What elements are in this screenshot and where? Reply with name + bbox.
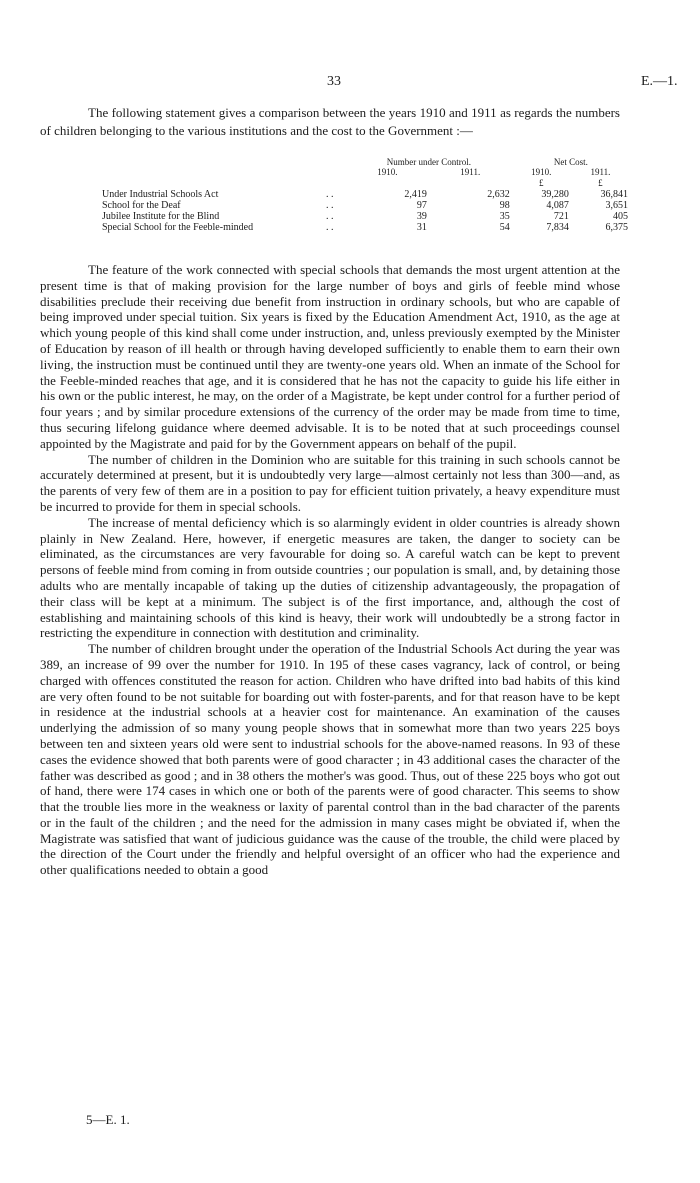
body-paragraph: The number of children in the Dominion who are suitable for this training in such schools cannot be accurately determined at present, but it is undoubtedly very large—almost certainly not less than 300—and, as the parents of very few of them are in a position to pay for efficient tuition privately, a heavy expenditure must be incurred to provide for them in special schools.	[40, 451, 620, 514]
table-unit-row	[100, 178, 630, 189]
body-text	[40, 262, 620, 878]
cell-value: 4,087	[546, 200, 569, 211]
footer-signature-code: 5—E. 1.	[86, 1112, 130, 1127]
table-row: Special School for the Feeble-minded . . 31 54 7,834 6,375	[102, 222, 628, 233]
row-label: School for the Deaf	[102, 200, 181, 211]
unit-pound: £	[539, 178, 544, 188]
body-paragraph: The number of children brought under the operation of the Industrial Schools Act during the year was 389, an increase of 99 over the number for 1910. In 195 of these cases vagrancy, lack of control, or being charged with offences constituted the reason for action. Children who have drifted into bad habits of this kind are very often found to be not suitable for boarding out with foster-parents, and for that reason have to be kept in residence at the industrial schools at a heavier cost for maintenance. An examination of the causes underlying the admission of so many young people shows that in somewhat more than two years 225 boys between ten and sixteen years old were sent to industrial schools for the above-named reasons. In 93 of these cases the evidence showed that both parents were of good character ; in 43 additional cases the character of the father was described as good ; and in 38 others the mother's was good. Thus, out of these 225 boys who got out of hand, there were 174 cases in which one or both of the parents were of good character. This seems to show that the trouble lies more in the weakness or laxity of parental control than in the bad character of the parents or in the fault of the children ; and the need for the admission in many cases might be obviated if, when the Magistrate was satisfied that want of judicious guidance was the cause of the trouble, the child were placed by the direction of the Court under the friendly and helpful oversight of an officer who had the experience and other qualifications needed to obtain a good	[40, 641, 620, 878]
cell-value: 2,419	[404, 189, 427, 200]
header-year: 1910.	[531, 167, 552, 177]
cell-value: 31	[416, 222, 427, 233]
cell-value: 36,841	[600, 189, 628, 200]
row-label: Special School for the Feeble-minded	[102, 222, 254, 233]
cell-value: 98	[499, 200, 510, 211]
cell-value: 2,632	[487, 189, 510, 200]
header-net-cost: Net Cost.	[553, 157, 588, 167]
intro-paragraph: The following statement gives a comparison between the years 1910 and 1911 as regards the numbers of children belonging to the various institutions and the cost to the Government :—	[40, 105, 620, 138]
cell-value: 35	[499, 211, 510, 222]
row-label: Under Industrial Schools Act	[102, 189, 219, 200]
table-row: Under Industrial Schools Act . . 2,419 2,632 39,280 36,841	[102, 189, 628, 200]
table-row: School for the Deaf . . 97 98 4,087 3,651	[102, 200, 628, 211]
cell-value: 3,651	[605, 200, 628, 211]
header-year: 1911.	[460, 167, 481, 177]
comparison-table	[100, 157, 630, 233]
cell-value: 7,834	[546, 222, 569, 233]
header-year: 1910.	[377, 167, 398, 177]
body-paragraph: The increase of mental deficiency which is so alarmingly evident in older countries is already shown plainly in New Zealand. Here, however, if energetic measures are taken, the danger to society can be eliminated, as the circumstances are very favourable for doing so. A careful watch can be kept to prevent persons of feeble mind from coming in from outside countries ; our population is small, and, by detaining those adults who are mentally incapable of taking up the duties of citizenship advantageously, the propagation of their class will be kept at a minimum. The subject is of the first importance, and, although the cost of establishing and maintaining schools of this kind is heavy, their work will undoubtedly be a strong factor in restricting the expenditure in connection with destitution and criminality.	[40, 514, 620, 641]
row-label: Jubilee Institute for the Blind	[102, 211, 220, 222]
cell-value: 39	[416, 211, 427, 222]
page-number: 33	[327, 74, 341, 89]
table-group-header-row	[100, 157, 630, 167]
document-code: E.—1.	[641, 74, 678, 89]
body-paragraph: The feature of the work connected with special schools that demands the most urgent attention at the present time is that of making provision for the large number of boys and girls of feeble mind whose disabilities preclude their receiving due benefit from instruction in ordinary schools, but who are capable of being improved under special tuition. Six years is fixed by the Education Amendment Act, 1910, as the age at which young people of this kind shall come under instruction, and, unless previously exempted by the Minister of Education by reason of ill health or through having developed sufficiently to enable them to earn their own living, the instruction must be continued until they are twenty-one years old. When an inmate of the School for the Feeble-minded reaches that age, and it is considered that he has not the capacity to guide his life either in his own or the public interest, he may, on the order of a Magistrate, be kept under control for a further period of four years ; and by similar procedure extensions of the currency of the order may be made from time to time, thus securing lifelong guidance where deemed advisable. It is to be noted that at such proceedings counsel appointed by the Magistrate and paid for by the Government appears on behalf of the pupil.	[40, 262, 620, 451]
cell-value: 721	[553, 211, 569, 222]
header-number-under-control: Number under Control.	[386, 157, 471, 167]
cell-value: 6,375	[605, 222, 628, 233]
cell-value: 97	[416, 200, 427, 211]
table-row: Jubilee Institute for the Blind . . 39 35 721 405	[102, 211, 628, 222]
unit-pound: £	[598, 178, 603, 188]
header-year: 1911.	[590, 167, 611, 177]
table-year-header-row	[100, 167, 630, 178]
cell-value: 39,280	[541, 189, 569, 200]
cell-value: 405	[613, 211, 628, 222]
cell-value: 54	[499, 222, 510, 233]
